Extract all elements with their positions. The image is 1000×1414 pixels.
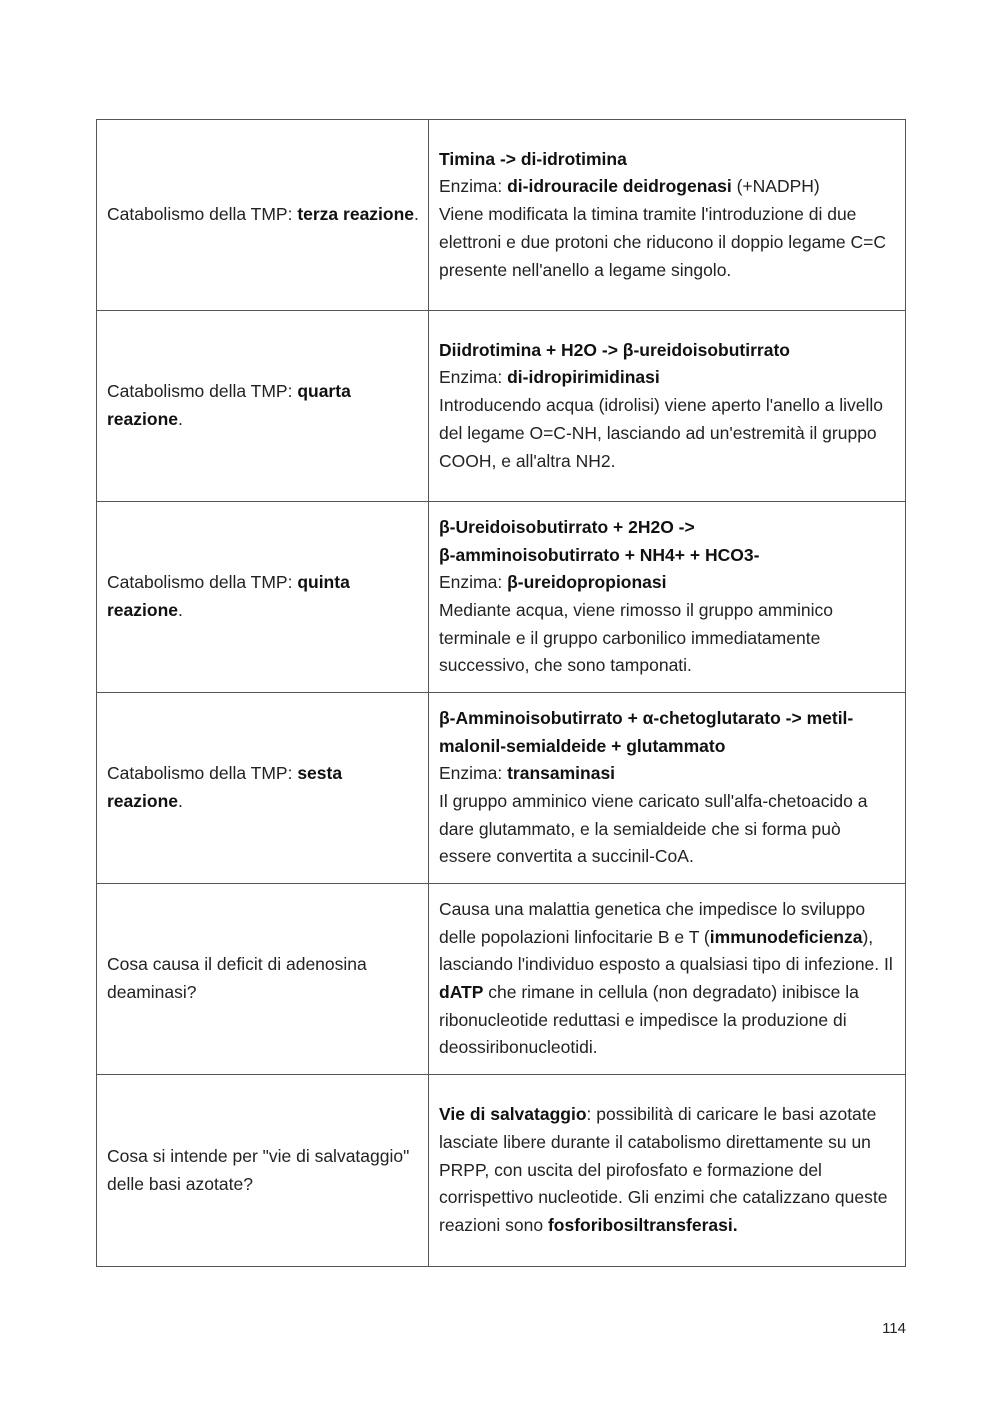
- answer-text: ), lasciando l'individuo esposto a qualsiasi tipo di infezione. Il: [439, 926, 893, 975]
- answer-text: Viene modificata la timina tramite l'introduzione di due elettroni e due protoni che riducono il doppio legame C=C presente nell'anello a legame singolo.: [439, 204, 887, 280]
- answer-cell: [429, 1075, 906, 1267]
- answer-text: Introducendo acqua (idrolisi) viene aperto l'anello a livello del legame O=C-NH, lasciando ad un'estremità il gruppo COOH, e all'altra NH2.: [439, 395, 884, 471]
- question-text: Catabolismo della TMP:: [107, 763, 298, 784]
- question-text: Cosa si intende per "vie di salvataggio" delle basi azotate?: [107, 1145, 410, 1194]
- question-text: Catabolismo della TMP:: [107, 381, 298, 402]
- answer-bold: Vie di salvataggio: [439, 1104, 587, 1125]
- enzyme-name: β-ureidopropionasi: [507, 572, 667, 593]
- answer-cell: [429, 693, 906, 884]
- answer-bold: dATP: [439, 982, 484, 1002]
- reaction-title: β-Amminoisobutirrato + α-chetoglutarato -> metil-malonil-semialdeide + glutammato: [439, 707, 854, 756]
- enzyme-name: transaminasi: [507, 763, 616, 784]
- answer-text: : possibilità di caricare le basi azotate lasciate libere durante il catabolismo direttamente su un PRPP, con uscita del pirofosfato e formazione del corrispettivo nucleotide. Gli enzimi che catalizzano queste reazioni sono: [439, 1104, 888, 1236]
- table-row: [97, 1075, 906, 1267]
- question-cell: [97, 311, 429, 502]
- reaction-title: Timina -> di-idrotimina: [439, 148, 627, 169]
- question-text: Catabolismo della TMP:: [107, 204, 298, 225]
- question-cell: [97, 1075, 429, 1267]
- question-bold: sesta reazione: [107, 763, 343, 811]
- table-row: [97, 884, 906, 1075]
- table-row: [97, 693, 906, 884]
- question-cell: [97, 502, 429, 693]
- question-bold: quinta reazione: [107, 572, 350, 620]
- enzyme-name: di-idrouracile deidrogenasi: [507, 176, 732, 197]
- reaction-title: Diidrotimina + H2O -> β-ureidoisobutirrato: [439, 339, 790, 360]
- enzyme-label: Enzima:: [439, 176, 508, 197]
- answer-cell: [429, 884, 906, 1075]
- question-punct: .: [178, 600, 183, 620]
- question-bold: quarta reazione: [107, 381, 351, 429]
- question-text: Cosa causa il deficit di adenosina deaminasi?: [107, 954, 367, 1002]
- question-punct: .: [414, 204, 419, 225]
- answer-bold: immunodeficienza: [709, 926, 863, 947]
- answer-text: Il gruppo amminico viene caricato sull'alfa-chetoacido a dare glutammato, e la semialdeide che si forma può essere convertita a succinil-CoA.: [439, 791, 868, 867]
- flashcard-table: [96, 119, 906, 1267]
- question-punct: .: [178, 791, 183, 811]
- page-number: 114: [882, 1320, 906, 1337]
- reaction-title-line1: β-Ureidoisobutirrato + 2H2O ->: [439, 516, 695, 537]
- answer-text: che rimane in cellula (non degradato) inibisce la ribonucleotide reduttasi e impedisce la produzione di deossiribonucleotidi.: [439, 982, 859, 1058]
- table-row: [97, 311, 906, 502]
- enzyme-suffix: (+NADPH): [731, 176, 820, 197]
- table-row: [97, 502, 906, 693]
- question-cell: [97, 884, 429, 1075]
- question-bold: terza reazione: [297, 204, 415, 225]
- enzyme-label: Enzima:: [439, 763, 508, 784]
- question-text: Catabolismo della TMP:: [107, 572, 298, 593]
- enzyme-label: Enzima:: [439, 367, 508, 388]
- question-cell: [97, 120, 429, 311]
- answer-bold: fosforibosiltransferasi.: [547, 1215, 738, 1236]
- question-punct: .: [178, 409, 183, 429]
- answer-cell: [429, 502, 906, 693]
- answer-text: Mediante acqua, viene rimosso il gruppo amminico terminale e il gruppo carbonilico immediatamente successivo, che sono tamponati.: [439, 600, 833, 676]
- answer-cell: [429, 120, 906, 311]
- question-cell: [97, 693, 429, 884]
- answer-cell: [429, 311, 906, 502]
- enzyme-label: Enzima:: [439, 572, 508, 593]
- reaction-title-line2: β-amminoisobutirrato + NH4+ + HCO3-: [439, 544, 760, 565]
- answer-text: Causa una malattia genetica che impedisce lo sviluppo delle popolazioni linfocitarie B e T (: [439, 898, 866, 947]
- table-row: [97, 120, 906, 311]
- enzyme-name: di-idropirimidinasi: [507, 367, 660, 388]
